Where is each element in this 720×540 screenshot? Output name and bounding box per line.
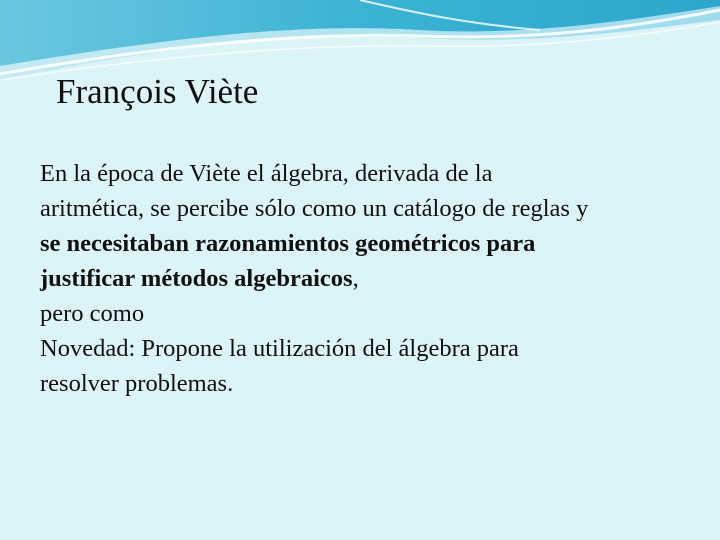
body-line-4-bold: justificar métodos algebraicos [40,265,353,292]
body-line-6: Novedad: Propone la utilización del álgebra para [40,335,519,362]
slide-title: François Viète [56,72,259,111]
body-line-4 [40,261,700,296]
body-line-1: En la época de Viète el álgebra, derivada de la [40,160,493,187]
body-line-5: pero como [40,300,145,327]
slide-body [40,156,700,401]
body-line-2: aritmética, se percibe sólo como un catálogo de reglas y [40,195,589,222]
body-line-3-bold: se necesitaban razonamientos geométricos para [40,230,536,257]
body-line-7: resolver problemas. [40,370,234,397]
body-line-4-tail: , [352,265,359,292]
